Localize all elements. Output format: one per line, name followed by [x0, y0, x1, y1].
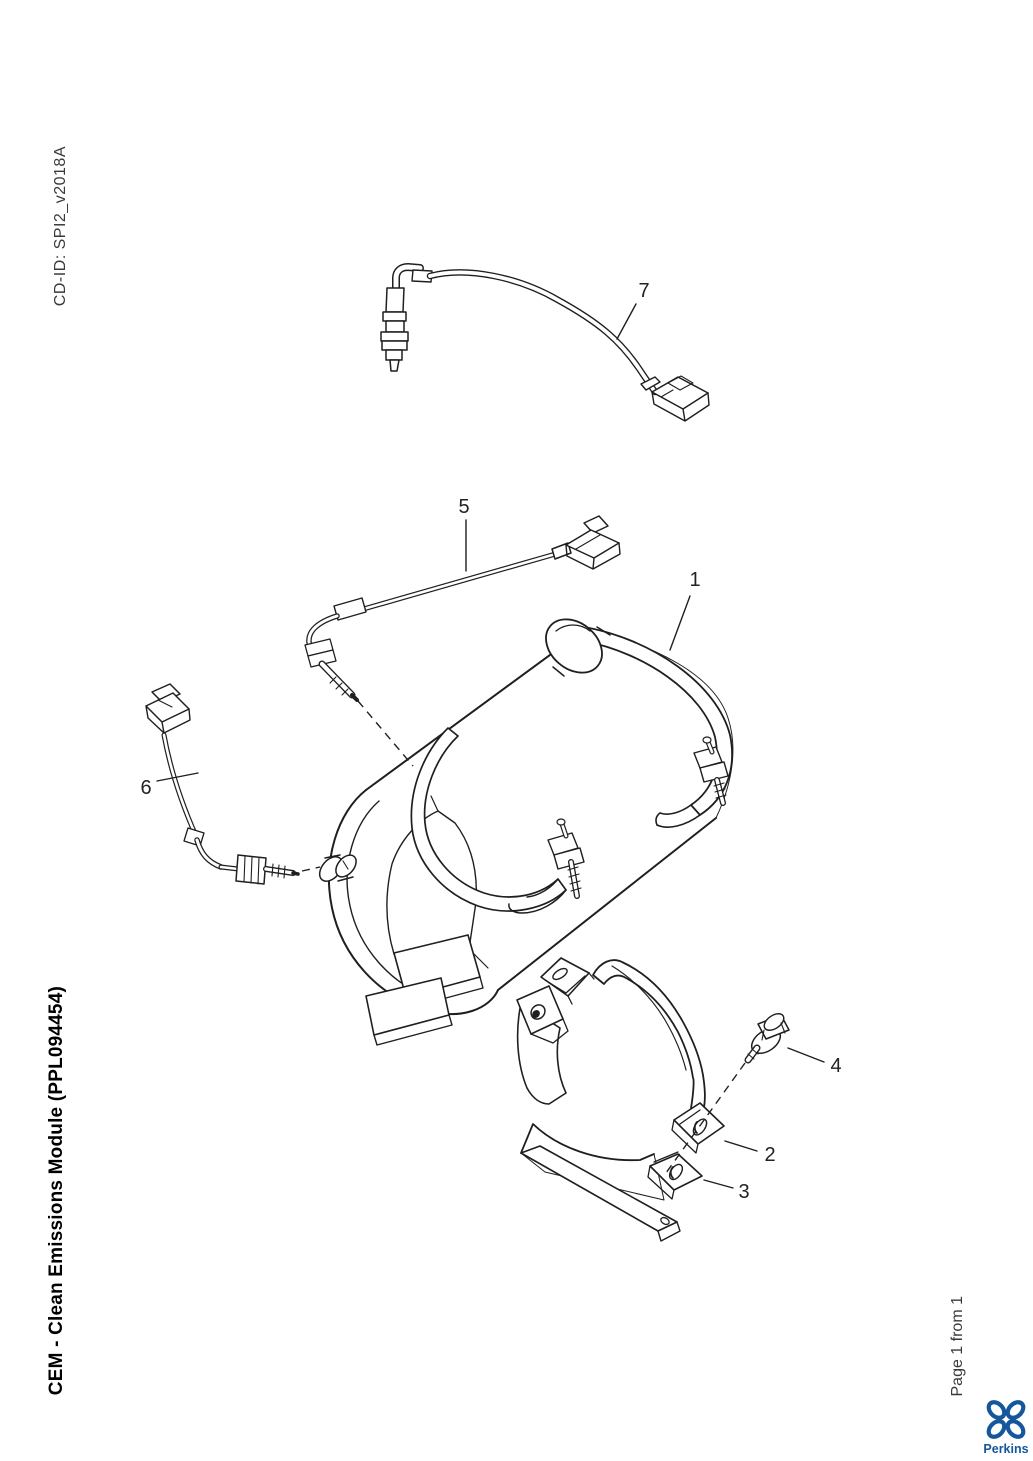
alignment-line-5 — [358, 701, 413, 766]
cd-id-label: CD-ID: SPI2_v2018A — [52, 146, 69, 307]
leader-3 — [704, 1180, 733, 1188]
leader-2 — [725, 1141, 757, 1151]
leader-1 — [670, 596, 690, 650]
page-number-label: Page 1 from 1 — [949, 1296, 966, 1397]
perkins-logo-text: Perkins — [983, 1442, 1029, 1456]
callout-3-label: 3 — [738, 1181, 750, 1203]
sensor-6-connector — [146, 684, 190, 733]
alignment-line-6 — [302, 867, 320, 871]
sensor-7-body — [381, 288, 408, 371]
leader-7 — [617, 304, 636, 339]
callout-4-label: 4 — [830, 1055, 842, 1077]
callout-2-label: 2 — [764, 1144, 776, 1166]
callout-5-label: 5 — [458, 496, 470, 518]
strap-end-tab — [672, 1103, 724, 1153]
leader-4 — [788, 1048, 824, 1062]
part-1-module — [315, 608, 733, 1045]
callout-1-label: 1 — [689, 569, 701, 591]
document-title: CEM - Clean Emissions Module (PPL094454) — [46, 986, 67, 1396]
part-2-strap — [541, 958, 724, 1153]
callout-7-label: 7 — [638, 280, 650, 302]
part-6-temp-sensor — [146, 684, 320, 884]
sensor-5-connector — [552, 516, 620, 569]
callout-6-label: 6 — [140, 777, 152, 799]
part-7-nox-sensor — [381, 267, 709, 421]
sensor-7-connector — [641, 376, 709, 421]
